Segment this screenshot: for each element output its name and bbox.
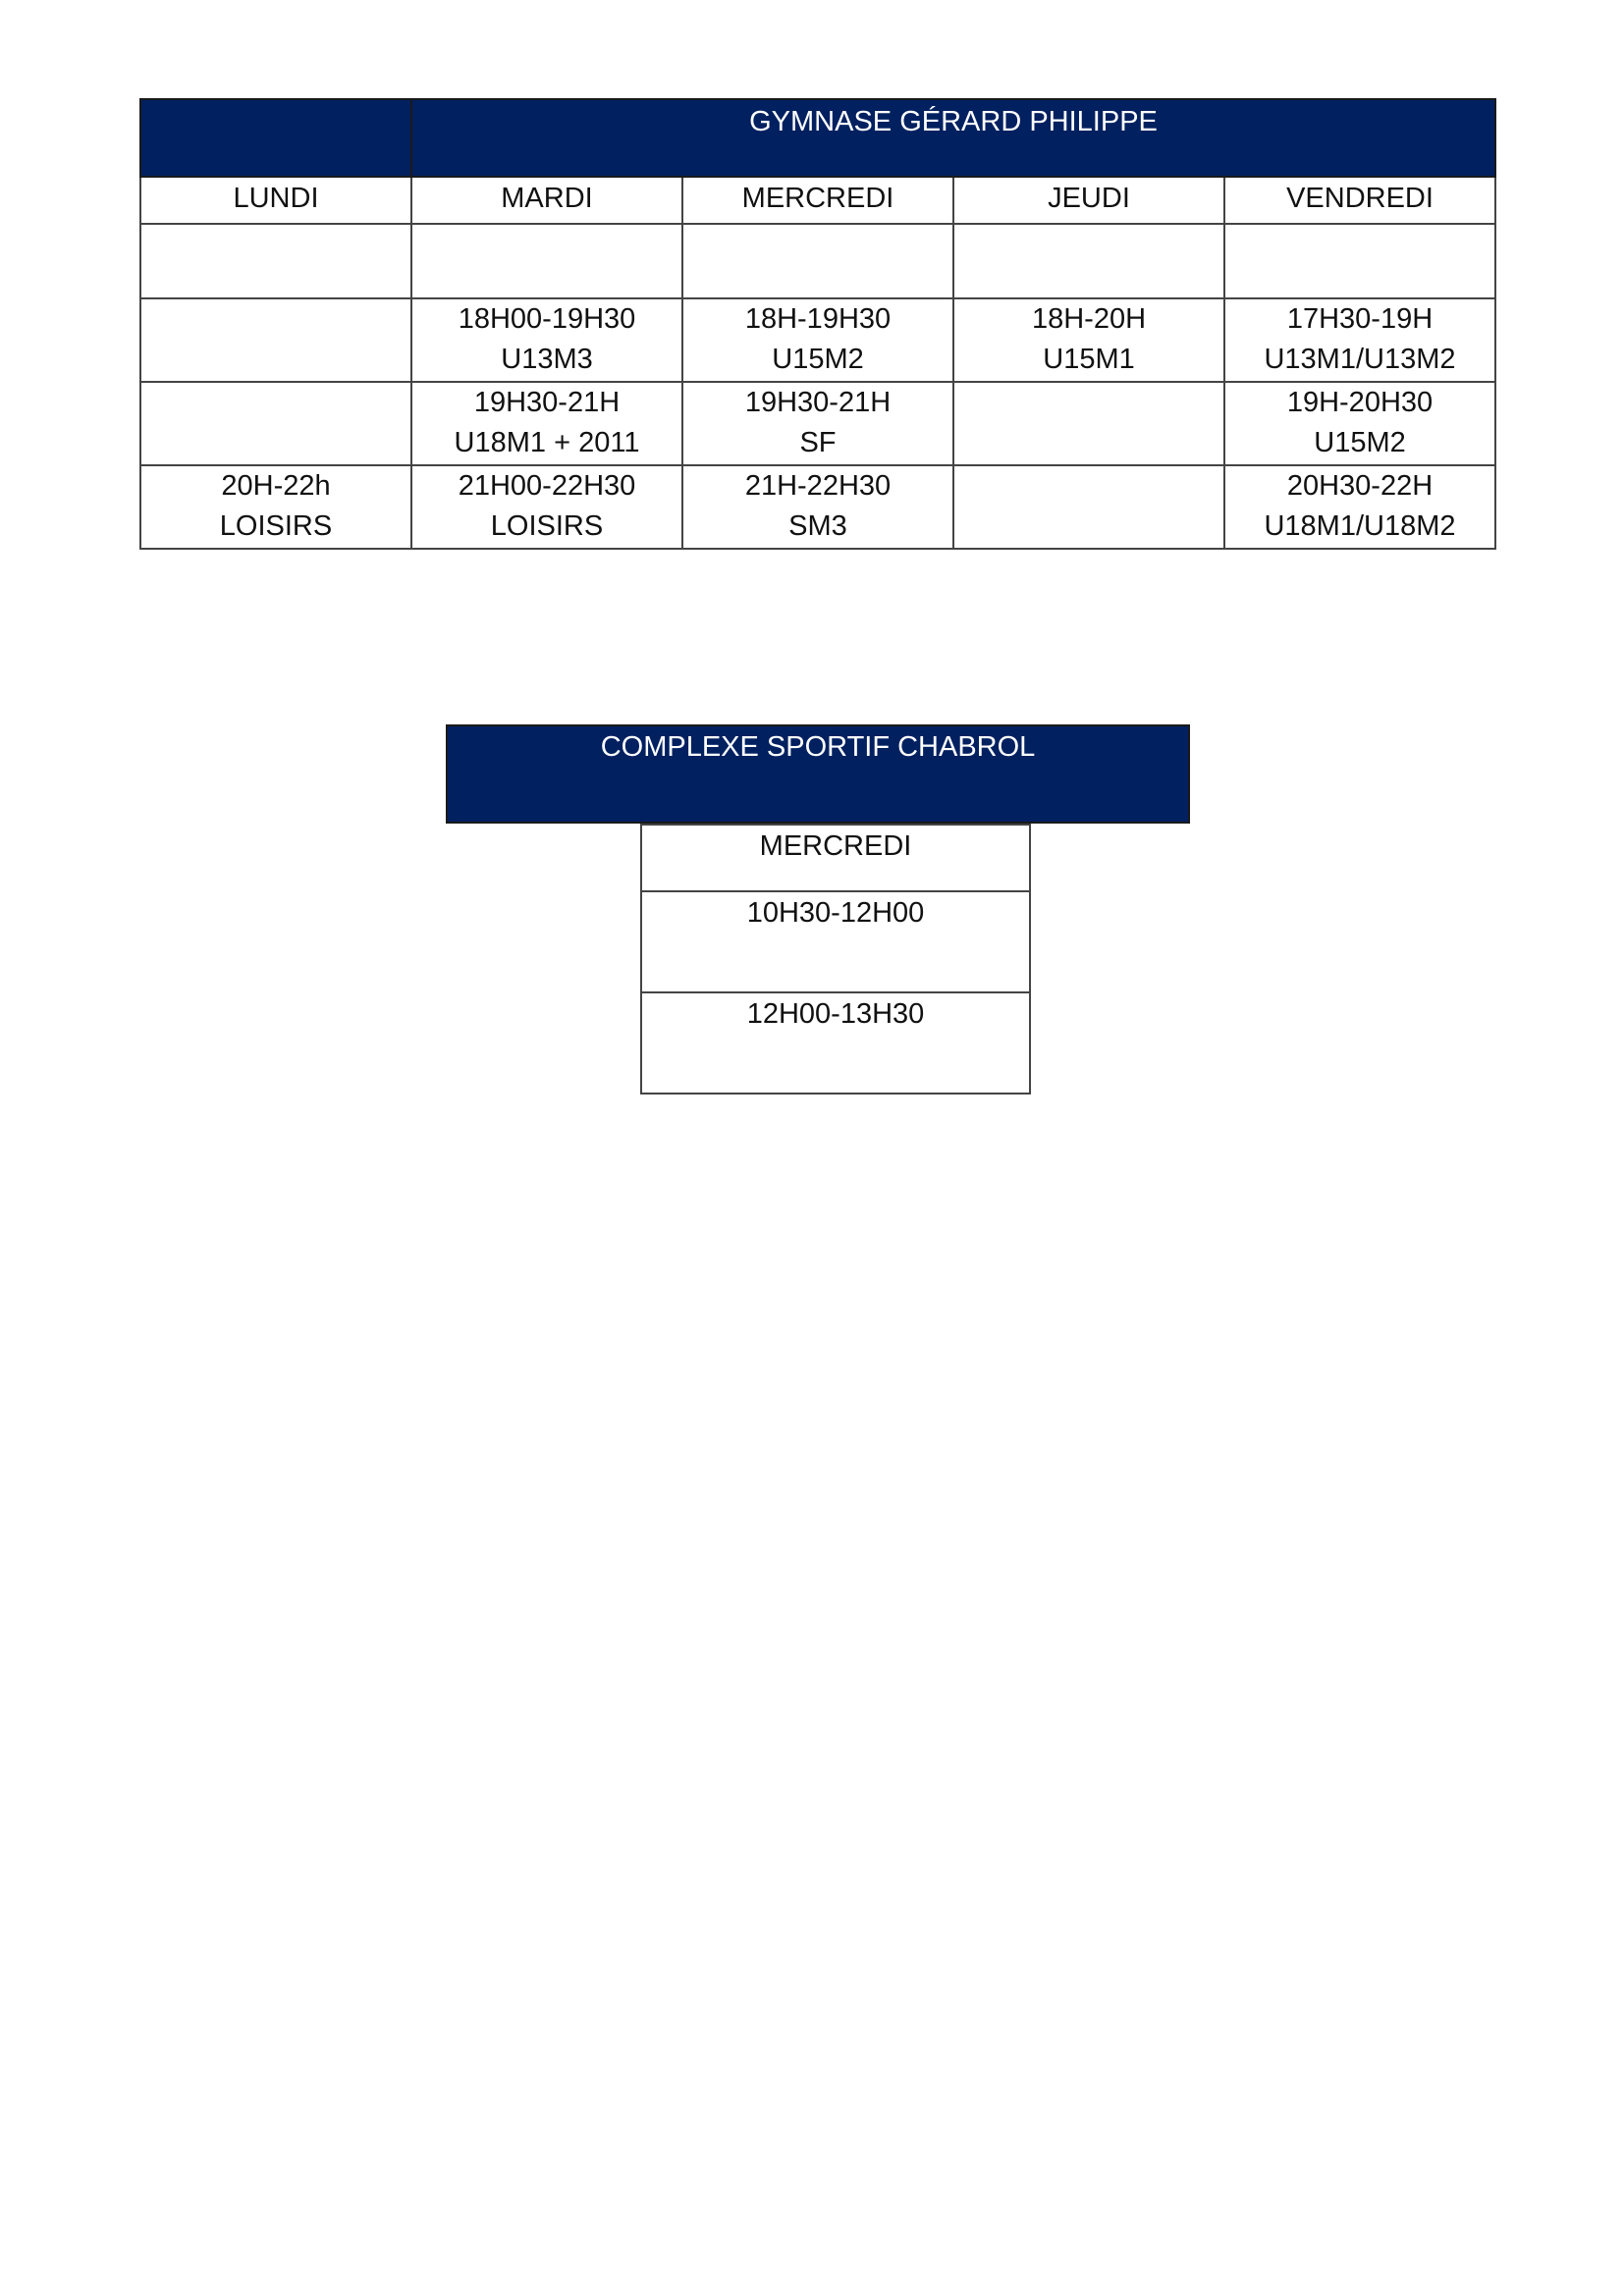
slot-cell [140,298,411,382]
slot-group: U15M2 [1314,427,1406,458]
day-jeudi: JEUDI [953,177,1224,224]
blank-cell [411,224,682,298]
slot-cell [953,465,1224,549]
slot-cell [953,382,1224,465]
slot-cell [953,298,1224,382]
slot-group: U18M1/U18M2 [1264,510,1456,542]
slot-cell [682,382,953,465]
slot-cell [411,382,682,465]
days-row [140,177,1495,224]
slot-group: LOISIRS [490,510,604,542]
slot-row-3 [140,465,1495,549]
slot-group: SM3 [788,510,847,542]
slot-group: U18M1 + 2011 [454,427,640,458]
slot-group: LOISIRS [219,510,333,542]
blank-cell [1224,224,1495,298]
slot-time: 10H30-12H00 [641,891,1030,992]
slot-cell [1224,382,1495,465]
slot-time: 18H00-19H30 [458,303,636,335]
slot-time: 19H30-21H [744,387,892,418]
slot-time: 21H00-22H30 [458,470,636,502]
slot-cell [682,465,953,549]
blank-cell [140,224,411,298]
slot-time: 17H30-19H [1286,303,1434,335]
blank-cell [953,224,1224,298]
blank-cell [682,224,953,298]
slot-cell [1224,465,1495,549]
slot-cell [140,382,411,465]
complexe-schedule-table [640,824,1031,1095]
slot-row-2 [140,382,1495,465]
day-mardi: MARDI [411,177,682,224]
day-vendredi: VENDREDI [1224,177,1495,224]
slot-group: U13M1/U13M2 [1264,344,1456,375]
gymnase-title: GYMNASE GÉRARD PHILIPPE [411,99,1495,177]
complexe-title: COMPLEXE SPORTIF CHABROL [446,724,1190,824]
slot-time: 20H-22h [221,470,331,502]
gymnase-schedule-table [139,98,1496,550]
slot-time: 19H-20H30 [1286,387,1434,418]
day-mercredi: MERCREDI [641,825,1030,891]
slot-group: SF [799,427,837,458]
slot-time: 12H00-13H30 [641,992,1030,1094]
day-lundi: LUNDI [140,177,411,224]
blank-row [140,224,1495,298]
complexe-slot-row-2 [641,992,1030,1094]
slot-group: U13M3 [501,344,593,375]
slot-row-1 [140,298,1495,382]
slot-time: 20H30-22H [1286,470,1434,502]
slot-time: 19H30-21H [473,387,621,418]
slot-cell [140,465,411,549]
day-mercredi: MERCREDI [682,177,953,224]
slot-time: 18H-19H30 [744,303,892,335]
slot-cell [411,298,682,382]
slot-cell [1224,298,1495,382]
slot-group: U15M2 [772,344,864,375]
gymnase-header-row [140,99,1495,177]
slot-group: U15M1 [1043,344,1135,375]
complexe-day-row [641,825,1030,891]
slot-time: 21H-22H30 [744,470,892,502]
slot-time: 18H-20H [1031,303,1147,335]
slot-cell [682,298,953,382]
complexe-slot-row-1 [641,891,1030,992]
header-empty-cell [140,99,411,177]
slot-cell [411,465,682,549]
